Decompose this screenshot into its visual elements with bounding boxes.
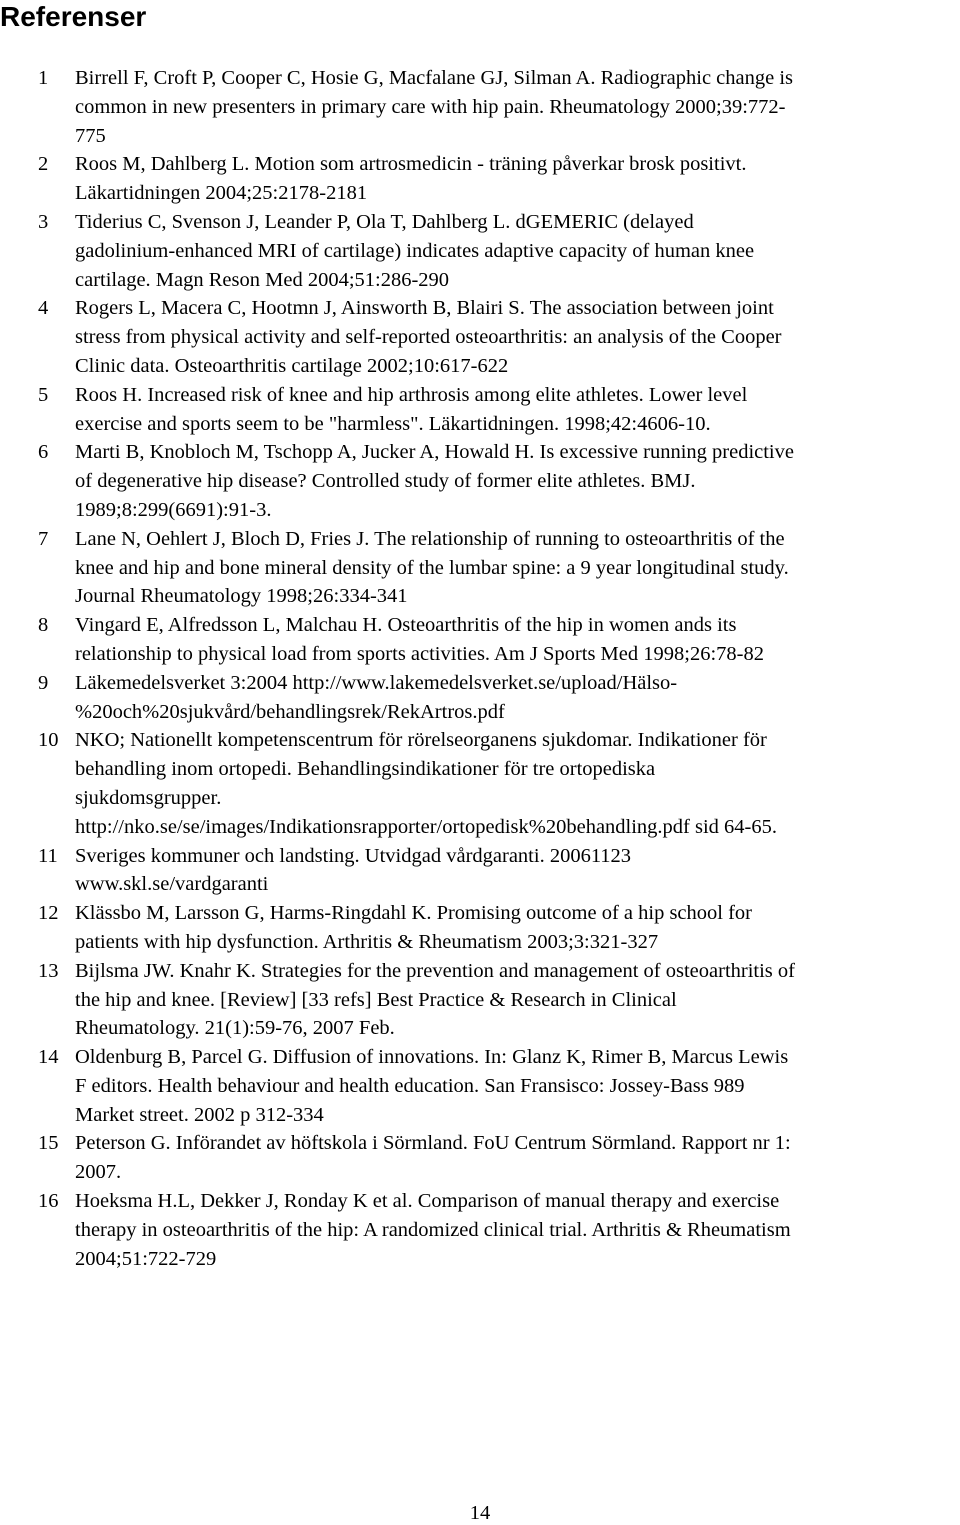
reference-number: 7 bbox=[38, 527, 49, 550]
reference-item bbox=[38, 294, 958, 380]
reference-number: 9 bbox=[38, 671, 49, 694]
reference-list bbox=[38, 64, 958, 1273]
reference-item bbox=[38, 525, 958, 611]
reference-item bbox=[38, 150, 958, 208]
reference-text: Tiderius C, Svenson J, Leander P, Ola T, Dahlberg L. dGEMERIC (delayed gadolinium-enhanced MRI of cartilage) indicates adaptive capacity of human knee cartilage. Magn Reson Med 2004;51:286-290 bbox=[75, 210, 755, 291]
reference-text: Oldenburg B, Parcel G. Diffusion of innovations. In: Glanz K, Rimer B, Marcus Lewis F editors. Health behaviour and health education. San Fransisco: Jossey-Bass 989 Market street. 2002 p 312-334 bbox=[75, 1046, 789, 1126]
reference-item bbox=[38, 899, 958, 957]
page-heading: Referenser bbox=[0, 1, 147, 32]
reference-number: 3 bbox=[38, 210, 49, 233]
reference-text: NKO; Nationellt kompetenscentrum för rörelseorganens sjukdomar. Indikationer för behandling inom ortopedi. Behandlingsindikationer för tre ortopediska sjukdomsgrupper. http://nko.se/se/images/Indikationsrapporter/ortopedisk%20behandling.pdf sid 64-65. bbox=[75, 729, 778, 838]
reference-text: Lane N, Oehlert J, Bloch D, Fries J. The relationship of running to osteoarthritis of the knee and hip and bone mineral density of the lumbar spine: a 9 year longitudinal study. Journal Rheumatology 1998;26:334-341 bbox=[75, 527, 789, 608]
reference-number: 13 bbox=[38, 959, 59, 982]
reference-number: 16 bbox=[38, 1190, 59, 1213]
reference-number: 8 bbox=[38, 614, 49, 637]
reference-number: 4 bbox=[38, 297, 49, 320]
reference-item bbox=[38, 381, 958, 439]
reference-number: 10 bbox=[38, 729, 59, 752]
reference-text: Peterson G. Införandet av höftskola i Sörmland. FoU Centrum Sörmland. Rapport nr 1: 2007. bbox=[75, 1132, 791, 1184]
reference-text: Vingard E, Alfredsson L, Malchau H. Osteoarthritis of the hip in women ands its relationship to physical load from sports activities. Am J Sports Med 1998;26:78-82 bbox=[75, 614, 764, 665]
reference-text: Klässbo M, Larsson G, Harms-Ringdahl K. Promising outcome of a hip school for patients with hip dysfunction. Arthritis & Rheumatism 2003;3:321-327 bbox=[75, 902, 752, 953]
reference-item bbox=[38, 669, 958, 727]
reference-number: 1 bbox=[38, 67, 49, 89]
reference-text: Birrell F, Croft P, Cooper C, Hosie G, Macfalane GJ, Silman A. Radiographic change is common in new presenters in primary care with hip pain. Rheumatology 2000;39:772- 775 bbox=[75, 67, 794, 147]
reference-item bbox=[38, 611, 958, 669]
reference-number: 2 bbox=[38, 153, 49, 176]
reference-text: Marti B, Knobloch M, Tschopp A, Jucker A, Howald H. Is excessive running predictive of degenerative hip disease? Controlled study of former elite athletes. BMJ. 1989;8:299(6691):91-3. bbox=[75, 441, 794, 521]
reference-text: Sveriges kommuner och landsting. Utvidgad vårdgaranti. 20061123 www.skl.se/vardgaranti bbox=[75, 844, 632, 896]
reference-item bbox=[38, 438, 958, 524]
reference-number: 6 bbox=[38, 441, 49, 464]
reference-item bbox=[38, 957, 958, 1043]
reference-item bbox=[38, 1043, 958, 1129]
reference-item bbox=[38, 64, 958, 150]
reference-number: 11 bbox=[38, 844, 58, 867]
reference-item bbox=[38, 726, 958, 841]
page-number: 14 bbox=[469, 1502, 491, 1524]
reference-item bbox=[38, 842, 958, 900]
reference-item bbox=[38, 1187, 958, 1273]
reference-number: 12 bbox=[38, 902, 59, 925]
reference-text: Läkemedelsverket 3:2004 http://www.lakemedelsverket.se/upload/Hälso- %20och%20sjukvård/behandlingsrek/RekArtros.pdf bbox=[75, 671, 678, 723]
reference-number: 15 bbox=[38, 1132, 59, 1155]
reference-number: 5 bbox=[38, 383, 49, 406]
reference-item bbox=[38, 208, 958, 294]
reference-number: 14 bbox=[38, 1046, 59, 1069]
reference-text: Rogers L, Macera C, Hootmn J, Ainsworth B, Blairi S. The association between joint stress from physical activity and self-reported osteoarthritis: an analysis of the Cooper Clinic data. Osteoarthritis cartilage 2002;10:617-622 bbox=[75, 297, 782, 377]
reference-text: Roos M, Dahlberg L. Motion som artrosmedicin - träning påverkar brosk positivt. Läkartidningen 2004;25:2178-2181 bbox=[75, 153, 747, 205]
reference-text: Hoeksma H.L, Dekker J, Ronday K et al. Comparison of manual therapy and exercise therapy in osteoarthritis of the hip: A randomized clinical trial. Arthritis & Rheumatism 2004;51:722-729 bbox=[75, 1190, 791, 1270]
reference-text: Bijlsma JW. Knahr K. Strategies for the prevention and management of osteoarthritis of the hip and knee. [Review] [33 refs] Best Practice & Research in Clinical Rheumatology. 21(1):59-76, 2007 Feb. bbox=[75, 959, 795, 1040]
reference-text: Roos H. Increased risk of knee and hip arthrosis among elite athletes. Lower level exercise and sports seem to be "harmless". Läkartidningen. 1998;42:4606-10. bbox=[75, 383, 748, 435]
reference-item bbox=[38, 1129, 958, 1187]
